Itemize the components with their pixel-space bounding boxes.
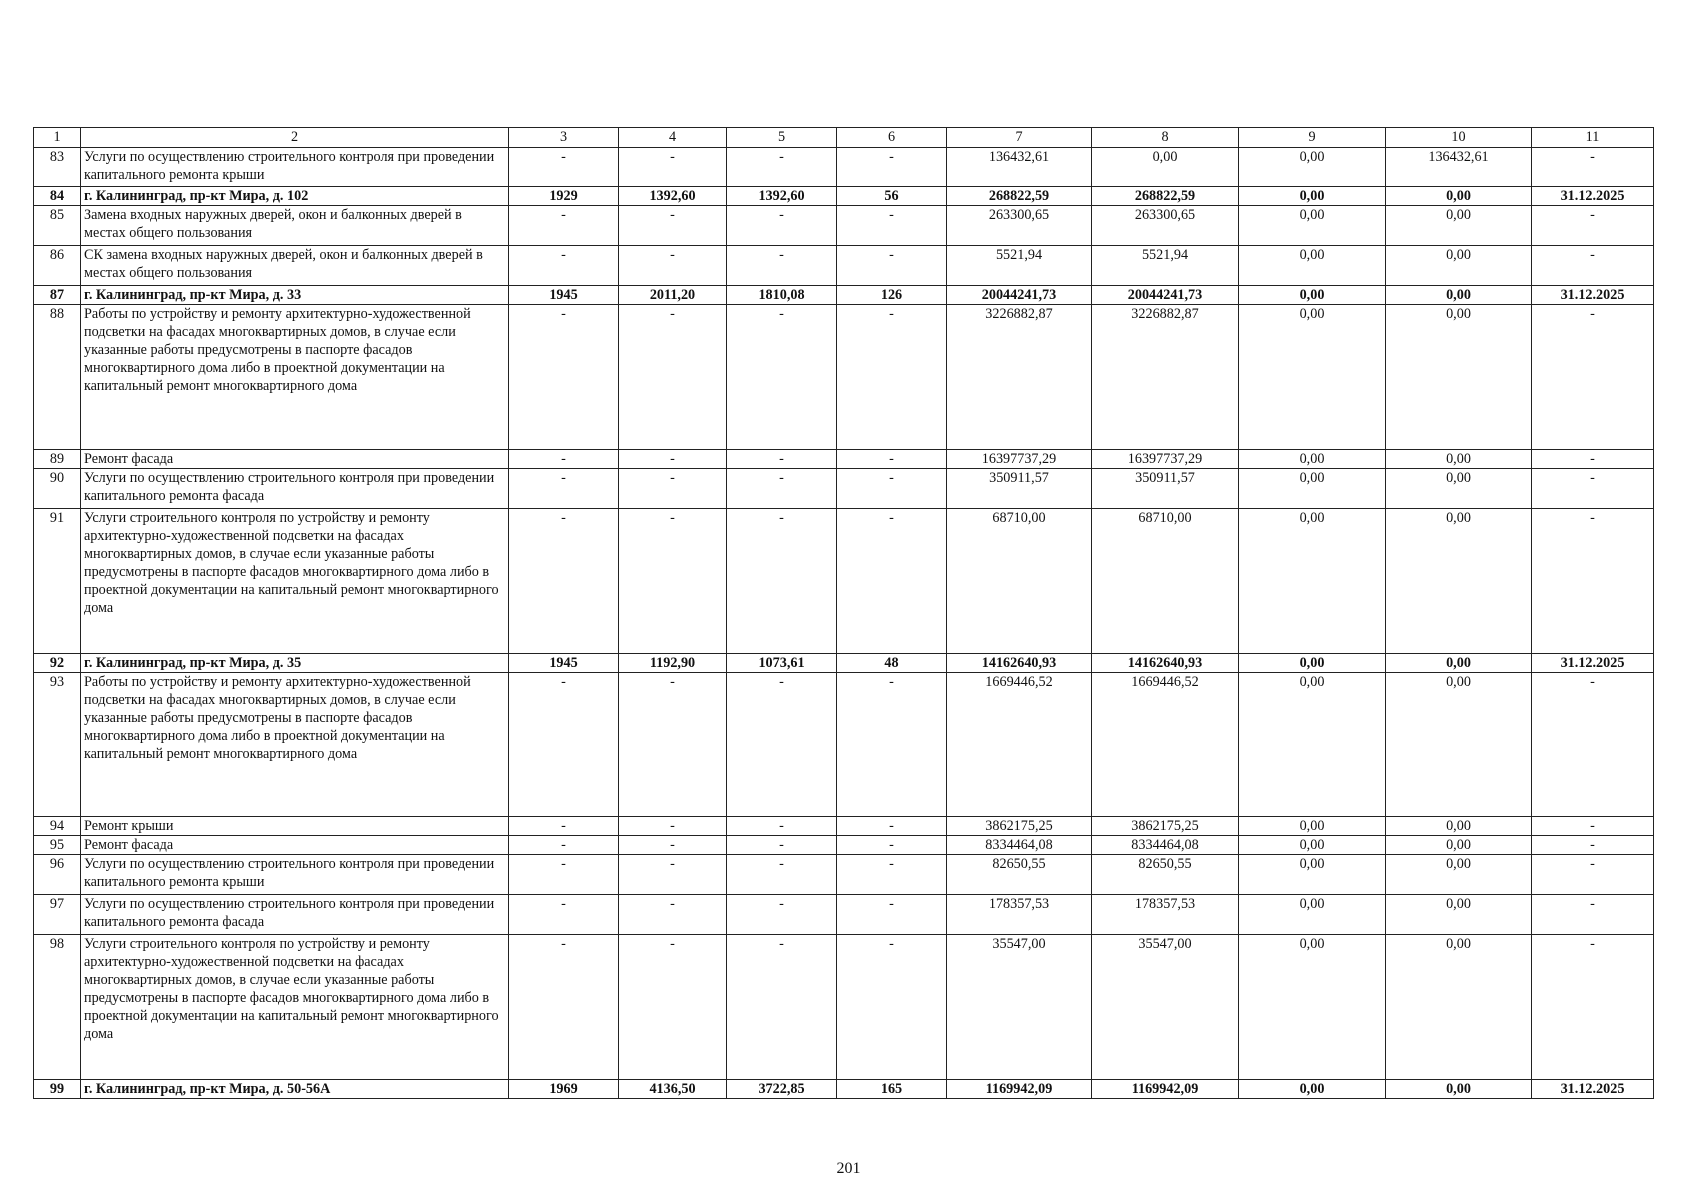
cost-total-cell: 178357,53 [947,895,1092,935]
row-number-cell: 89 [34,450,81,469]
cost-total-cell: 268822,59 [947,187,1092,206]
residents-cell: - [837,817,947,836]
row-number-cell: 93 [34,673,81,817]
area-living-cell: - [727,673,837,817]
cost-owners-cell: 0,00 [1386,206,1532,246]
cost-budget-cell: 0,00 [1239,654,1386,673]
area-total-cell: - [619,469,727,509]
area-living-cell: 1810,08 [727,286,837,305]
cost-budget-cell: 0,00 [1239,895,1386,935]
residents-cell: 126 [837,286,947,305]
cost-owners-cell: 0,00 [1386,509,1532,654]
area-living-cell: - [727,817,837,836]
cost-total-cell: 3862175,25 [947,817,1092,836]
cost-budget-cell: 0,00 [1239,673,1386,817]
cost-total-cell: 68710,00 [947,509,1092,654]
year-cell: - [509,895,619,935]
year-cell: - [509,206,619,246]
year-cell: 1945 [509,654,619,673]
header-cell: 7 [947,128,1092,148]
work-name-cell: Ремонт крыши [81,817,509,836]
year-cell: - [509,855,619,895]
area-total-cell: 2011,20 [619,286,727,305]
year-cell: 1969 [509,1080,619,1099]
area-living-cell: - [727,148,837,187]
cost-budget-cell: 0,00 [1239,836,1386,855]
deadline-cell: - [1532,817,1654,836]
cost-total-cell: 16397737,29 [947,450,1092,469]
cost-owners-cell: 0,00 [1386,673,1532,817]
deadline-cell: - [1532,206,1654,246]
row-number-cell: 86 [34,246,81,286]
cost-budget-cell: 0,00 [1239,450,1386,469]
cost-owners-cell: 0,00 [1386,855,1532,895]
cost-budget-cell: 0,00 [1239,305,1386,450]
year-cell: - [509,673,619,817]
year-cell: - [509,246,619,286]
row-number-cell: 88 [34,305,81,450]
cost-owners-cell: 0,00 [1386,895,1532,935]
cost-owners-cell: 0,00 [1386,935,1532,1080]
area-total-cell: - [619,148,727,187]
deadline-cell: 31.12.2025 [1532,187,1654,206]
cost-total-cell: 5521,94 [947,246,1092,286]
cost-budget-cell: 0,00 [1239,817,1386,836]
cost-fund-cell: 1169942,09 [1092,1080,1239,1099]
deadline-cell: - [1532,469,1654,509]
cost-fund-cell: 1669446,52 [1092,673,1239,817]
cost-budget-cell: 0,00 [1239,509,1386,654]
cost-budget-cell: 0,00 [1239,1080,1386,1099]
table-row [34,935,1654,1080]
cost-budget-cell: 0,00 [1239,935,1386,1080]
cost-fund-cell: 3226882,87 [1092,305,1239,450]
work-name-cell: Услуги по осуществлению строительного контроля при проведении капитального ремонта фасада [81,469,509,509]
cost-total-cell: 82650,55 [947,855,1092,895]
cost-owners-cell: 0,00 [1386,1080,1532,1099]
cost-fund-cell: 8334464,08 [1092,836,1239,855]
area-living-cell: 1392,60 [727,187,837,206]
row-number-cell: 94 [34,817,81,836]
header-cell: 3 [509,128,619,148]
residents-cell: - [837,509,947,654]
cost-owners-cell: 0,00 [1386,286,1532,305]
deadline-cell: - [1532,148,1654,187]
area-living-cell: - [727,895,837,935]
cost-total-cell: 8334464,08 [947,836,1092,855]
area-total-cell: - [619,817,727,836]
deadline-cell: - [1532,450,1654,469]
area-total-cell: - [619,935,727,1080]
area-living-cell: 1073,61 [727,654,837,673]
cost-total-cell: 20044241,73 [947,286,1092,305]
residents-cell: - [837,855,947,895]
table-row [34,450,1654,469]
work-name-cell: СК замена входных наружных дверей, окон и балконных дверей в местах общего пользования [81,246,509,286]
cost-fund-cell: 14162640,93 [1092,654,1239,673]
row-number-cell: 97 [34,895,81,935]
cost-owners-cell: 0,00 [1386,187,1532,206]
column-number-row [34,128,1654,148]
cost-budget-cell: 0,00 [1239,148,1386,187]
table-row [34,673,1654,817]
cost-owners-cell: 0,00 [1386,836,1532,855]
deadline-cell: - [1532,935,1654,1080]
cost-total-cell: 3226882,87 [947,305,1092,450]
work-name-cell: Услуги строительного контроля по устройству и ремонту архитектурно-художественной подсветки на фасадах многоквартирных домов, в случае если указанные работы предусмотрены в паспорте фасадов многоквартирного дома либо в проектной документации на капитальный ремонт многоквартирного дома [81,509,509,654]
table-row [34,836,1654,855]
header-cell: 5 [727,128,837,148]
work-name-cell: Услуги по осуществлению строительного контроля при проведении капитального ремонта крыши [81,148,509,187]
table-row [34,654,1654,673]
table-body [34,128,1654,1099]
table-row [34,286,1654,305]
deadline-cell: - [1532,855,1654,895]
cost-budget-cell: 0,00 [1239,187,1386,206]
cost-owners-cell: 0,00 [1386,450,1532,469]
header-cell: 9 [1239,128,1386,148]
table-row [34,1080,1654,1099]
year-cell: - [509,817,619,836]
deadline-cell: 31.12.2025 [1532,286,1654,305]
area-total-cell: - [619,450,727,469]
year-cell: - [509,305,619,450]
year-cell: 1929 [509,187,619,206]
area-living-cell: - [727,246,837,286]
residents-cell: 56 [837,187,947,206]
row-number-cell: 92 [34,654,81,673]
area-living-cell: - [727,305,837,450]
row-number-cell: 83 [34,148,81,187]
table-row [34,895,1654,935]
header-cell: 11 [1532,128,1654,148]
cost-budget-cell: 0,00 [1239,469,1386,509]
row-number-cell: 85 [34,206,81,246]
work-name-cell: Ремонт фасада [81,836,509,855]
area-total-cell: - [619,305,727,450]
table-row [34,469,1654,509]
work-name-cell: Услуги по осуществлению строительного контроля при проведении капитального ремонта крыши [81,855,509,895]
cost-fund-cell: 68710,00 [1092,509,1239,654]
deadline-cell: - [1532,895,1654,935]
area-living-cell: - [727,206,837,246]
row-number-cell: 95 [34,836,81,855]
deadline-cell: - [1532,509,1654,654]
area-living-cell: 3722,85 [727,1080,837,1099]
cost-fund-cell: 16397737,29 [1092,450,1239,469]
residents-cell: - [837,148,947,187]
cost-total-cell: 136432,61 [947,148,1092,187]
area-total-cell: - [619,673,727,817]
table-row [34,855,1654,895]
table-row [34,187,1654,206]
year-cell: 1945 [509,286,619,305]
area-total-cell: - [619,855,727,895]
residents-cell: - [837,673,947,817]
residents-cell: 165 [837,1080,947,1099]
residents-cell: - [837,895,947,935]
cost-owners-cell: 0,00 [1386,469,1532,509]
work-name-cell: г. Калининград, пр-кт Мира, д. 50-56А [81,1080,509,1099]
deadline-cell: - [1532,836,1654,855]
row-number-cell: 96 [34,855,81,895]
area-living-cell: - [727,855,837,895]
table-row [34,509,1654,654]
deadline-cell: - [1532,246,1654,286]
table-row [34,148,1654,187]
work-name-cell: Работы по устройству и ремонту архитектурно-художественной подсветки на фасадах многоквартирных домов, в случае если указанные работы предусмотрены в паспорте фасадов многоквартирного дома либо в проектной документации на капитальный ремонт многоквартирного дома [81,305,509,450]
table-row [34,246,1654,286]
cost-total-cell: 263300,65 [947,206,1092,246]
cost-owners-cell: 0,00 [1386,246,1532,286]
area-total-cell: 1392,60 [619,187,727,206]
residents-cell: - [837,836,947,855]
area-total-cell: - [619,895,727,935]
area-living-cell: - [727,469,837,509]
work-name-cell: Ремонт фасада [81,450,509,469]
table-row [34,206,1654,246]
cost-fund-cell: 82650,55 [1092,855,1239,895]
year-cell: - [509,935,619,1080]
cost-fund-cell: 263300,65 [1092,206,1239,246]
row-number-cell: 87 [34,286,81,305]
cost-budget-cell: 0,00 [1239,286,1386,305]
cost-fund-cell: 5521,94 [1092,246,1239,286]
cost-total-cell: 14162640,93 [947,654,1092,673]
work-name-cell: Услуги по осуществлению строительного контроля при проведении капитального ремонта фасада [81,895,509,935]
row-number-cell: 84 [34,187,81,206]
work-name-cell: г. Калининград, пр-кт Мира, д. 102 [81,187,509,206]
residents-cell: - [837,305,947,450]
year-cell: - [509,509,619,654]
area-total-cell: 4136,50 [619,1080,727,1099]
year-cell: - [509,148,619,187]
cost-fund-cell: 35547,00 [1092,935,1239,1080]
cost-total-cell: 350911,57 [947,469,1092,509]
deadline-cell: - [1532,673,1654,817]
work-name-cell: г. Калининград, пр-кт Мира, д. 35 [81,654,509,673]
area-total-cell: 1192,90 [619,654,727,673]
cost-budget-cell: 0,00 [1239,246,1386,286]
area-total-cell: - [619,509,727,654]
cost-total-cell: 1669446,52 [947,673,1092,817]
year-cell: - [509,469,619,509]
area-living-cell: - [727,450,837,469]
header-cell: 6 [837,128,947,148]
cost-fund-cell: 3862175,25 [1092,817,1239,836]
header-cell: 2 [81,128,509,148]
work-name-cell: Замена входных наружных дверей, окон и балконных дверей в местах общего пользования [81,206,509,246]
residents-cell: - [837,246,947,286]
row-number-cell: 98 [34,935,81,1080]
area-total-cell: - [619,206,727,246]
cost-fund-cell: 20044241,73 [1092,286,1239,305]
cost-budget-cell: 0,00 [1239,206,1386,246]
residents-cell: 48 [837,654,947,673]
area-living-cell: - [727,836,837,855]
row-number-cell: 99 [34,1080,81,1099]
header-cell: 10 [1386,128,1532,148]
area-living-cell: - [727,509,837,654]
cost-fund-cell: 0,00 [1092,148,1239,187]
row-number-cell: 90 [34,469,81,509]
header-cell: 8 [1092,128,1239,148]
deadline-cell: - [1532,305,1654,450]
residents-cell: - [837,935,947,1080]
residents-cell: - [837,469,947,509]
table-row [34,305,1654,450]
work-name-cell: Услуги строительного контроля по устройству и ремонту архитектурно-художественной подсветки на фасадах многоквартирных домов, в случае если указанные работы предусмотрены в паспорте фасадов многоквартирного дома либо в проектной документации на капитальный ремонт многоквартирного дома [81,935,509,1080]
area-total-cell: - [619,836,727,855]
cost-fund-cell: 350911,57 [1092,469,1239,509]
table-row [34,817,1654,836]
area-total-cell: - [619,246,727,286]
cost-total-cell: 1169942,09 [947,1080,1092,1099]
area-living-cell: - [727,935,837,1080]
year-cell: - [509,450,619,469]
work-name-cell: Работы по устройству и ремонту архитектурно-художественной подсветки на фасадах многоквартирных домов, в случае если указанные работы предусмотрены в паспорте фасадов многоквартирного дома либо в проектной документации на капитальный ремонт многоквартирного дома [81,673,509,817]
header-cell: 4 [619,128,727,148]
deadline-cell: 31.12.2025 [1532,1080,1654,1099]
cost-owners-cell: 0,00 [1386,654,1532,673]
cost-fund-cell: 268822,59 [1092,187,1239,206]
residents-cell: - [837,206,947,246]
works-table [33,127,1654,1099]
cost-owners-cell: 0,00 [1386,305,1532,450]
header-cell: 1 [34,128,81,148]
cost-budget-cell: 0,00 [1239,855,1386,895]
row-number-cell: 91 [34,509,81,654]
work-name-cell: г. Калининград, пр-кт Мира, д. 33 [81,286,509,305]
year-cell: - [509,836,619,855]
page-number: 201 [836,1160,861,1177]
residents-cell: - [837,450,947,469]
cost-total-cell: 35547,00 [947,935,1092,1080]
cost-owners-cell: 136432,61 [1386,148,1532,187]
cost-owners-cell: 0,00 [1386,817,1532,836]
deadline-cell: 31.12.2025 [1532,654,1654,673]
cost-fund-cell: 178357,53 [1092,895,1239,935]
